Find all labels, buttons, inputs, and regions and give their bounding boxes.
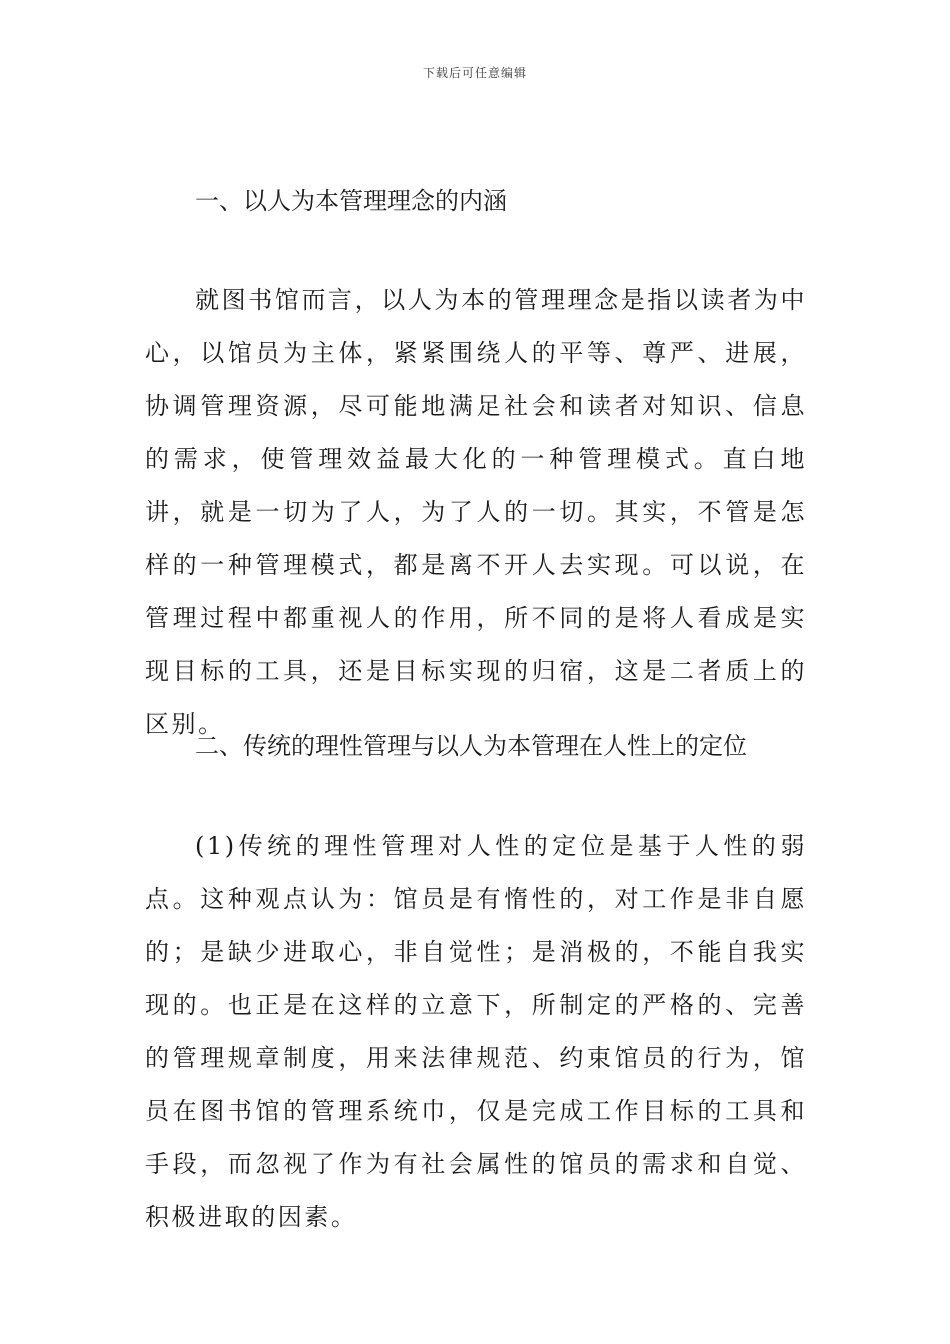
page-header-note: 下载后可任意编辑 <box>422 66 527 80</box>
section-heading-1: 一、以人为本管理理念的内涵 <box>195 187 507 215</box>
section-heading-2: 二、传统的理性管理与以人为本管理在人性上的定位 <box>195 732 747 760</box>
section-paragraph-2: (1)传统的理性管理对人性的定位是基于人性的弱点。这种观点认为：馆员是有惰性的，对工作是非自愿的；是缺少进取心，非自觉性；是消极的，不能自我实现的。也正是在这样的立意下，所制定的严格的、完善的管理规章制度，用来法律规范、约束馆员的行为，馆员在图书馆的管理系统巾，仅是完成工作目标的工具和手段，而忽视了作为有社会属性的馆员的需求和自觉、积极进取的因素。 <box>145 832 807 1231</box>
section-paragraph-1: 就图书馆而言，以人为本的管理理念是指以读者为中心，以馆员为主体，紧紧围绕人的平等、尊严、进展，协调管理资源，尽可能地满足社会和读者对知识、信息的需求，使管理效益最大化的一种管理模式。直白地讲，就是一切为了人，为了人的一切。其实，不管是怎样的一种管理模式，都是离不开人去实现。可以说，在管理过程中都重视人的作用，所不同的是将人看成是实现目标的工具，还是目标实现的归宿，这是二者质上的区别。 <box>145 286 807 738</box>
